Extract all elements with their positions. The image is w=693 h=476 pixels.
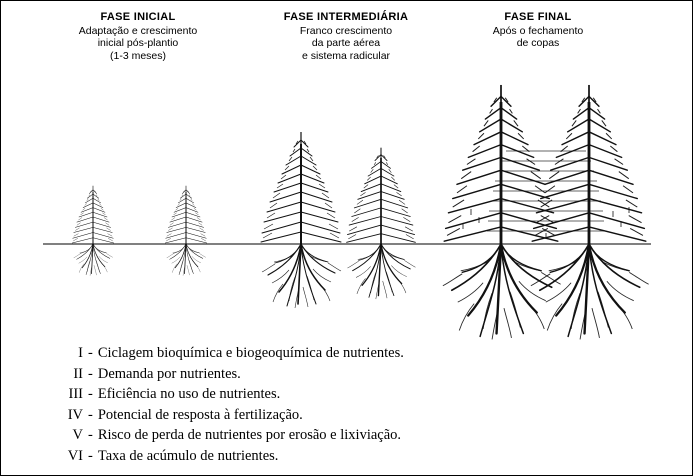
legend-text: Potencial de resposta à fertilização. <box>97 406 303 423</box>
phase-subtitle-line-1: Adaptação e crescimento <box>78 24 198 37</box>
legend-text: Ciclagem bioquímica e biogeoquímica de nutrientes. <box>97 345 404 361</box>
phase-subtitle-line-1: Após o fechamento <box>492 24 584 37</box>
legend-dash: - <box>88 406 93 423</box>
legend-number: I <box>78 345 83 361</box>
legend-text: Taxa de acúmulo de nutrientes. <box>97 447 279 464</box>
phase-intermediaria-trees <box>261 132 415 308</box>
legend-item <box>59 343 692 364</box>
phase-inicial-trees <box>72 186 207 276</box>
phase-subtitle-line-2: da parte aérea <box>311 37 381 50</box>
legend-dash: - <box>88 447 93 464</box>
legend-number: II <box>73 365 83 382</box>
legend-dash: - <box>88 427 93 443</box>
tree-growth-figure <box>1 1 692 341</box>
legend-item <box>59 364 692 385</box>
tree-growth-svg <box>1 1 692 341</box>
phase-subtitle-line-2: de copas <box>516 37 560 50</box>
legend-dash: - <box>88 345 93 361</box>
legend-number: IV <box>67 406 83 423</box>
phase-title-final: FASE FINAL <box>504 11 572 23</box>
legend-text: Risco de perda de nutrientes por erosão e lixiviação. <box>97 427 402 443</box>
phase-title-inicial: FASE INICIAL <box>100 11 176 23</box>
legend-item <box>59 446 692 467</box>
legend-item <box>59 425 692 446</box>
legend-text: Eficiência no uso de nutrientes. <box>97 386 281 402</box>
legend-dash: - <box>88 386 93 402</box>
litterfall-marks <box>463 207 629 239</box>
legend-list <box>1 343 692 466</box>
phase-subtitle-line-3: (1-3 meses) <box>109 49 166 62</box>
legend-number: VI <box>67 447 83 464</box>
phase-final-trees <box>443 85 649 339</box>
phase-subtitle-line-2: inicial pós-plantio <box>97 37 179 50</box>
phase-title-intermediaria: FASE INTERMEDIÁRIA <box>283 11 409 23</box>
legend-number: V <box>72 427 83 443</box>
phase-subtitle-line-1: Franco crescimento <box>299 24 393 37</box>
legend-dash: - <box>88 365 93 382</box>
phase-subtitle-line-3: e sistema radicular <box>301 49 391 62</box>
legend-number: III <box>68 386 83 402</box>
legend-item <box>59 405 692 426</box>
legend-item <box>59 384 692 405</box>
legend-text: Demanda por nutrientes. <box>97 365 241 382</box>
